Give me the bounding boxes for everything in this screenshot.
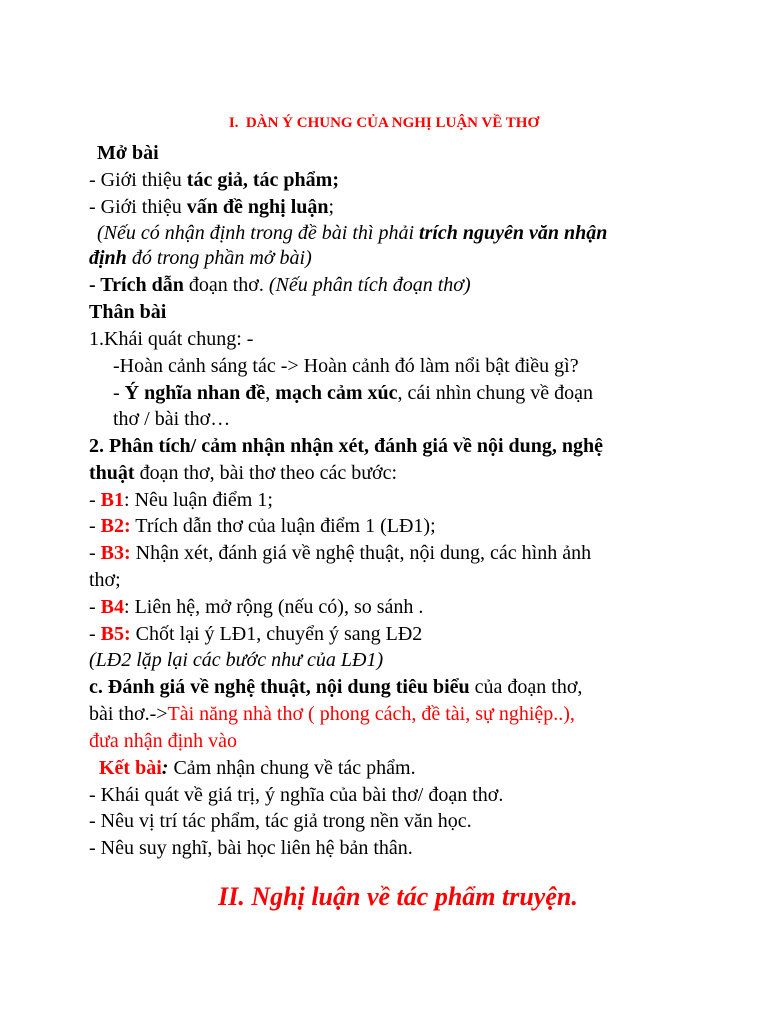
text-bold: - Trích dẫn: [89, 274, 184, 296]
section-heading-2: II. Nghị luận về tác phẩm truyện.: [218, 882, 578, 911]
section-heading-1: [0, 113, 768, 133]
step-label: B4: [100, 596, 125, 618]
text-red: Tài năng nhà thơ ( phong cách, đề tài, sự nghiệp..),: [167, 703, 575, 725]
ket-bai-line: [99, 755, 416, 781]
mo-bai-title: Mở bài: [97, 142, 159, 164]
text: của đoạn thơ,: [469, 676, 583, 698]
step-item: [89, 621, 422, 647]
than-bai-item-1a: -Hoàn cảnh sáng tác -> Hoàn cảnh đó làm nổi bật điều gì?: [113, 355, 579, 377]
ket-bai-item: - Khái quát về giá trị, ý nghĩa của bài thơ/ đoạn thơ.: [89, 784, 504, 806]
step-item: [89, 594, 423, 620]
step-item: [89, 487, 273, 513]
step-label: B5:: [100, 623, 131, 645]
than-bai-item-1c: thơ / bài thơ…: [113, 408, 231, 430]
text: Nhận xét, đánh giá về nghệ thuật, nội dung, các hình ảnh: [130, 542, 592, 564]
text: ;: [328, 196, 335, 218]
text: Cảm nhận chung về tác phẩm.: [168, 757, 416, 779]
step-label: B3:: [100, 542, 131, 564]
text-bold-italic: định: [89, 247, 127, 269]
text: đoạn thơ, bài thơ theo các bước:: [134, 462, 398, 484]
text-italic: (Nếu có nhận định trong đề bài thì phải: [97, 222, 420, 244]
text-bold: Ý nghĩa nhan đề: [124, 382, 266, 404]
text-bold: c. Đánh giá về nghệ thuật, nội dung tiêu biểu: [89, 676, 470, 698]
mo-bai-line-1: [89, 167, 339, 193]
heading-number: I.: [228, 115, 239, 131]
than-bai-item-1b: [113, 380, 593, 406]
than-bai-section-2a: 2. Phân tích/ cảm nhận nhận xét, đánh giá về nội dung, nghệ: [89, 435, 604, 457]
step-item: [89, 513, 436, 539]
text: Trích dẫn thơ của luận điểm 1 (LĐ1);: [130, 515, 436, 537]
text: : Liên hệ, mở rộng (nếu có), so sánh .: [124, 596, 424, 618]
mo-bai-line-3: [89, 272, 471, 298]
text: bài thơ.->: [89, 703, 168, 725]
text-bold-italic: trích nguyên văn nhận: [419, 222, 608, 244]
text: thơ;: [89, 569, 121, 591]
evaluation-line-2: [89, 701, 575, 727]
mo-bai-note-1: [97, 220, 607, 246]
evaluation-line-1: [89, 674, 582, 700]
text-bold: mạch cảm xúc: [275, 382, 398, 404]
text-bold: tác giả, tác phẩm;: [186, 169, 339, 191]
steps-note: (LĐ2 lặp lại các bước như của LĐ1): [89, 649, 384, 671]
text-italic: (Nếu phân tích đoạn thơ): [268, 274, 471, 296]
text: -: [89, 489, 101, 511]
evaluation-line-3: đưa nhận định vào: [89, 730, 238, 752]
heading-text: DÀN Ý CHUNG CỦA NGHỊ LUẬN VỀ THƠ: [245, 115, 540, 131]
text-bold: vấn đề nghị luận: [186, 196, 329, 218]
step-label: B1: [100, 489, 125, 511]
text: -: [89, 542, 101, 564]
mo-bai-line-2: [89, 194, 334, 220]
than-bai-section-2b: [89, 460, 397, 486]
text: đoạn thơ.: [183, 274, 269, 296]
text-bold: thuật: [89, 462, 135, 484]
ket-bai-title: Kết bài: [99, 757, 162, 779]
than-bai-title: Thân bài: [89, 301, 167, 323]
text: -: [89, 596, 101, 618]
text: -: [89, 623, 101, 645]
text: -: [113, 382, 125, 404]
text-italic: đó trong phần mở bài): [126, 247, 312, 269]
mo-bai-note-2: [89, 245, 312, 271]
text: ,: [265, 382, 276, 404]
text: Chốt lại ý LĐ1, chuyển ý sang LĐ2: [130, 623, 423, 645]
than-bai-section-1: 1.Khái quát chung: -: [89, 328, 254, 350]
text: : Nêu luận điểm 1;: [124, 489, 273, 511]
text: - Giới thiệu: [89, 169, 187, 191]
ket-bai-item: - Nêu suy nghĩ, bài học liên hệ bản thân.: [89, 837, 413, 859]
text: - Giới thiệu: [89, 196, 187, 218]
text: , cái nhìn chung về đoạn: [397, 382, 593, 404]
step-item: [89, 567, 121, 593]
ket-bai-item: - Nêu vị trí tác phẩm, tác giả trong nền văn học.: [89, 810, 472, 832]
step-item: [89, 540, 591, 566]
text-bold-italic: :: [161, 757, 169, 779]
text: -: [89, 515, 101, 537]
step-label: B2:: [100, 515, 131, 537]
